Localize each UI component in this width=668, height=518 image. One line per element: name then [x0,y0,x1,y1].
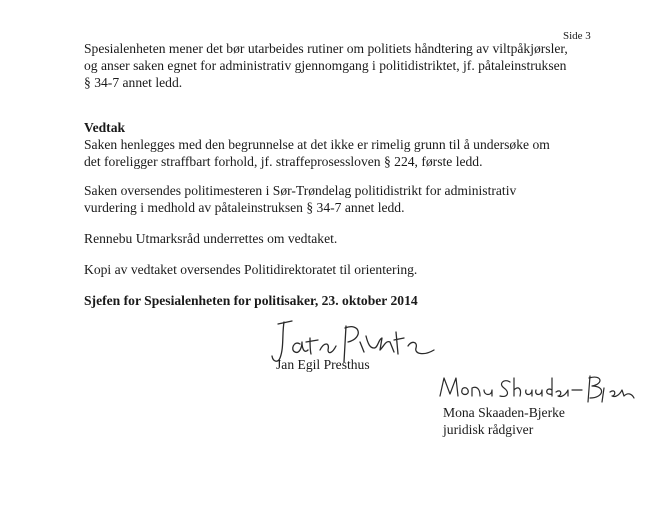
intro-line: Spesialenheten mener det bør utarbeides rutiner om politiets håndtering av viltpåkjørsler, [84,41,568,56]
intro-line: § 34-7 annet ledd. [84,75,183,90]
signatory-1-name: Jan Egil Presthus [276,357,370,372]
notice-paragraph: Rennebu Utmarksråd underrettes om vedtaket. [84,231,338,246]
copy-paragraph: Kopi av vedtaket oversendes Politidirektoratet til orientering. [84,262,418,277]
page-number: Side 3 [563,30,591,42]
handwritten-signature-2 [436,372,636,404]
referral-line: vurdering i medhold av påtaleinstruksen § 34-7 annet ledd. [84,200,405,215]
decision-line: det foreligger straffbart forhold, jf. straffeprosessloven § 224, første ledd. [84,154,483,169]
decision-line: Saken henlegges med den begrunnelse at det ikke er rimelig grunn til å undersøke om [84,137,550,152]
signoff-line: Sjefen for Spesialenheten for politisaker, 23. oktober 2014 [84,293,418,308]
signatory-2-name: Mona Skaaden-Bjerke [443,405,565,420]
signatory-2-title: juridisk rådgiver [443,422,534,437]
intro-line: og anser saken egnet for administrativ gjennomgang i politidistriktet, jf. påtaleinstruksen [84,58,567,73]
decision-heading: Vedtak [84,120,126,135]
referral-line: Saken oversendes politimesteren i Sør-Trøndelag politidistrikt for administrativ [84,183,517,198]
